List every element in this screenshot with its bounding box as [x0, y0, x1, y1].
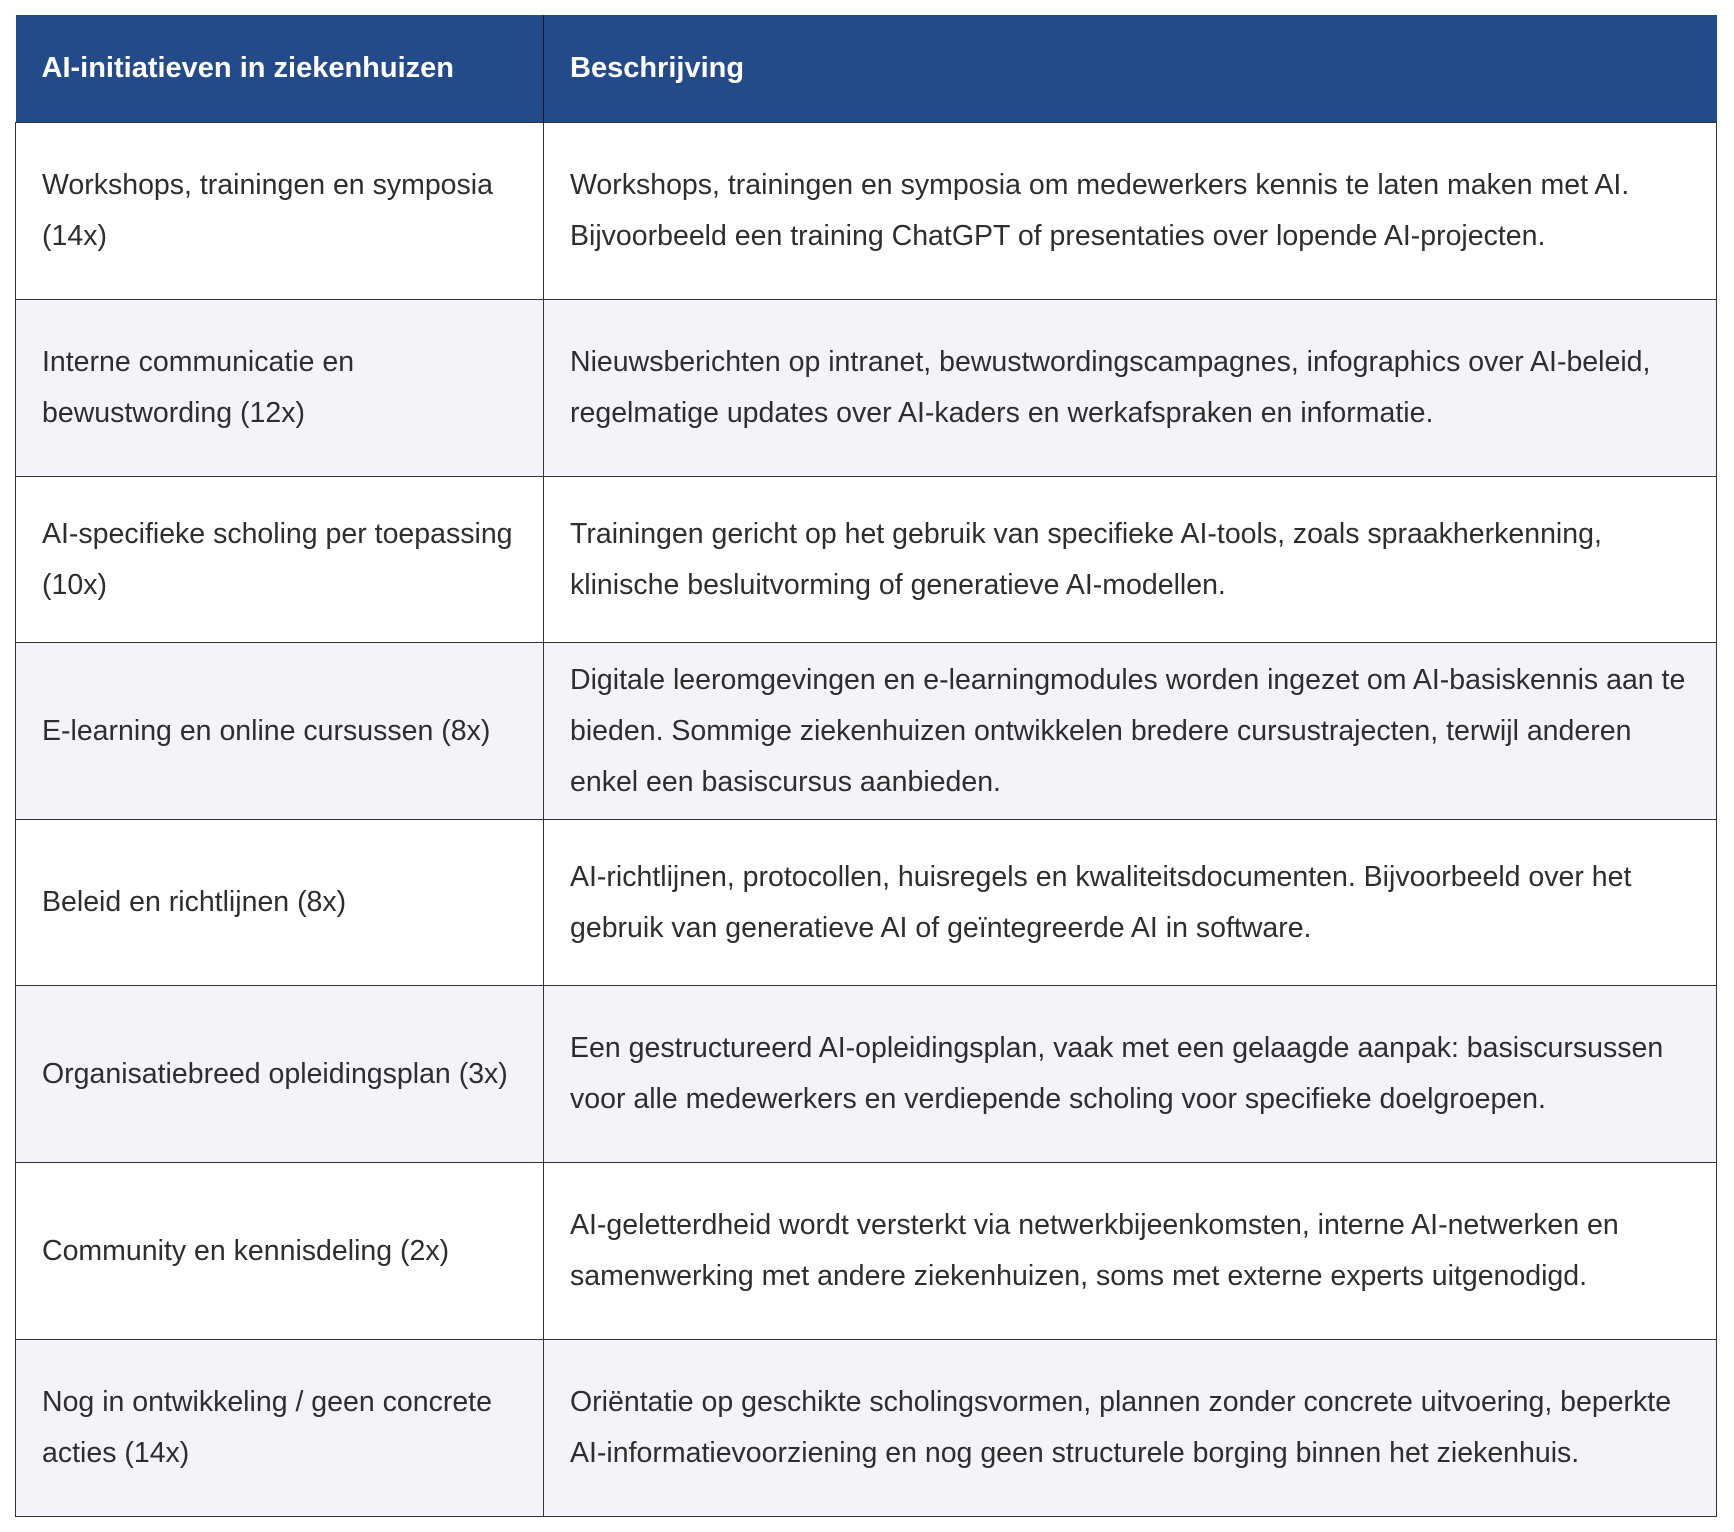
table-row	[16, 820, 1717, 986]
initiative-cell: Organisatiebreed opleidingsplan (3x)	[16, 986, 544, 1163]
table-row	[16, 477, 1717, 643]
initiative-cell: Interne communicatie en bewustwording (12x)	[16, 300, 544, 477]
description-cell: Workshops, trainingen en symposia om medewerkers kennis te laten maken met AI. Bijvoorbeeld een training ChatGPT of presentaties over lopende AI-projecten.	[544, 123, 1717, 300]
column-header-initiatives: AI-initiatieven in ziekenhuizen	[16, 15, 544, 123]
description-cell: AI-geletterdheid wordt versterkt via netwerkbijeenkomsten, interne AI-netwerken en samenwerking met andere ziekenhuizen, soms met externe experts uitgenodigd.	[544, 1163, 1717, 1340]
initiative-cell: Beleid en richtlijnen (8x)	[16, 820, 544, 986]
table-row	[16, 643, 1717, 820]
table-row	[16, 300, 1717, 477]
description-cell: Digitale leeromgevingen en e-learningmodules worden ingezet om AI-basiskennis aan te bieden. Sommige ziekenhuizen ontwikkelen bredere cursustrajecten, terwijl anderen enkel een basiscursus aanbieden.	[544, 643, 1717, 820]
description-cell: Oriëntatie op geschikte scholingsvormen, plannen zonder concrete uitvoering, beperkte AI-informatievoorziening en nog geen structurele borging binnen het ziekenhuis.	[544, 1340, 1717, 1517]
initiative-cell: Nog in ontwikkeling / geen concrete acties (14x)	[16, 1340, 544, 1517]
description-cell: Trainingen gericht op het gebruik van specifieke AI-tools, zoals spraakherkenning, klinische besluitvorming of generatieve AI-modellen.	[544, 477, 1717, 643]
initiative-cell: AI-specifieke scholing per toepassing (10x)	[16, 477, 544, 643]
initiative-cell: Workshops, trainingen en symposia (14x)	[16, 123, 544, 300]
column-header-description: Beschrijving	[544, 15, 1717, 123]
description-cell: AI-richtlijnen, protocollen, huisregels en kwaliteitsdocumenten. Bijvoorbeeld over het gebruik van generatieve AI of geïntegreerde AI in software.	[544, 820, 1717, 986]
ai-initiatives-table	[15, 15, 1717, 1517]
description-cell: Nieuwsberichten op intranet, bewustwordingscampagnes, infographics over AI-beleid, regelmatige updates over AI-kaders en werkafspraken en informatie.	[544, 300, 1717, 477]
table-row	[16, 1163, 1717, 1340]
initiative-cell: E-learning en online cursussen (8x)	[16, 643, 544, 820]
table-row	[16, 1340, 1717, 1517]
table-header-row	[16, 15, 1717, 123]
initiative-cell: Community en kennisdeling (2x)	[16, 1163, 544, 1340]
description-cell: Een gestructureerd AI-opleidingsplan, vaak met een gelaagde aanpak: basiscursussen voor alle medewerkers en verdiepende scholing voor specifieke doelgroepen.	[544, 986, 1717, 1163]
table-row	[16, 123, 1717, 300]
table-row	[16, 986, 1717, 1163]
